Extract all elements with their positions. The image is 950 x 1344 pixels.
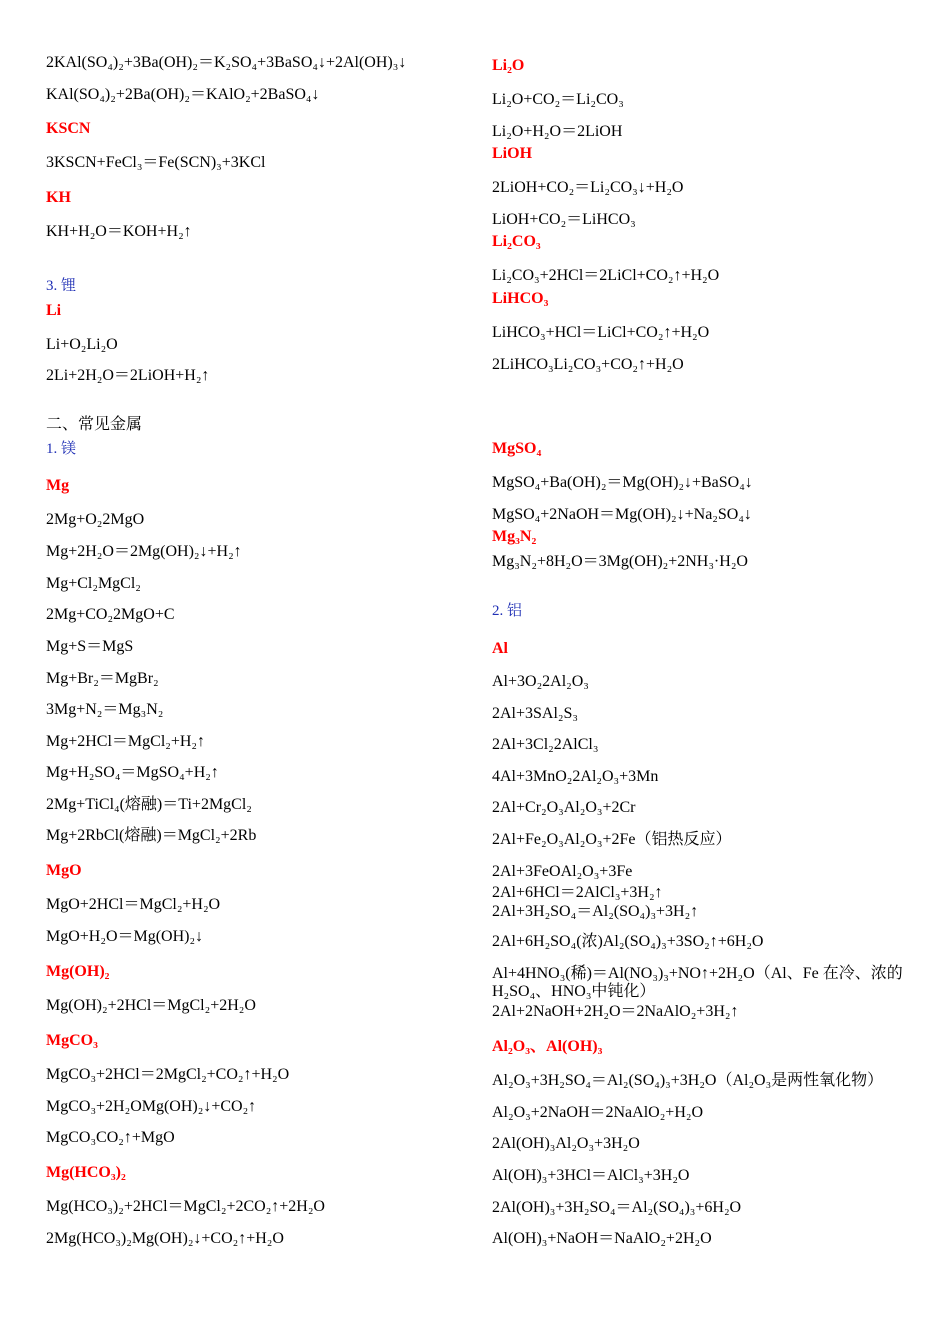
equation: Al₂O₃+2NaOH＝2NaAlO₂+H₂O (492, 1104, 704, 1121)
equation: MgSO₄+Ba(OH)₂＝Mg(OH)₂↓+BaSO₄↓ (492, 474, 753, 491)
heading-kh: KH (46, 189, 71, 206)
equation: LiOH+CO₂＝LiHCO₃ (492, 211, 636, 228)
section-magnesium: 1. 镁 (46, 441, 77, 457)
heading-al: Al (492, 640, 508, 657)
equation: MgCO₃CO₂↑+MgO (46, 1129, 175, 1146)
equation: Mg+Br₂＝MgBr₂ (46, 670, 159, 687)
equation: Mg(HCO₃)₂+2HCl＝MgCl₂+2CO₂↑+2H₂O (46, 1198, 325, 1215)
equation: Li₂O+CO₂＝Li₂CO₃ (492, 91, 624, 108)
equation: KH+H₂O＝KOH+H₂↑ (46, 223, 192, 240)
equation: 2LiOH+CO₂＝Li₂CO₃↓+H₂O (492, 179, 684, 196)
equation: Al(OH)₃+NaOH＝NaAlO₂+2H₂O (492, 1230, 712, 1247)
equation: 2Al+3Cl₂2AlCl₃ (492, 736, 599, 753)
heading-mgso4: MgSO₄ (492, 440, 542, 457)
equation: KAl(SO₄)₂+2Ba(OH)₂＝KAlO₂+2BaSO₄↓ (46, 86, 320, 103)
equation: Al+4HNO₃(稀)＝Al(NO₃)₃+NO↑+2H₂O（Al、Fe 在冷、浓的 H₂SO₄、HNO₃中钝化） (492, 965, 903, 1000)
equation: Al(OH)₃+3HCl＝AlCl₃+3H₂O (492, 1167, 690, 1184)
heading-mghco3: Mg(HCO₃)₂ (46, 1164, 126, 1181)
equation: 2KAl(SO₄)₂+3Ba(OH)₂＝K₂SO₄+3BaSO₄↓+2Al(OH)₃↓ (46, 54, 407, 71)
equation: 3KSCN+FeCl₃＝Fe(SCN)₃+3KCl (46, 154, 266, 171)
equation: 2Li+2H₂O＝2LiOH+H₂↑ (46, 367, 210, 384)
equation: 2Mg+TiCl₄(熔融)＝Ti+2MgCl₂ (46, 796, 252, 813)
equation: Li+O₂Li₂O (46, 336, 118, 353)
section-common-metals: 二、常见金属 (46, 414, 143, 433)
heading-mgco3: MgCO₃ (46, 1032, 98, 1049)
equation: MgCO₃+2H₂OMg(OH)₂↓+CO₂↑ (46, 1098, 257, 1115)
equation: Mg+H₂SO₄＝MgSO₄+H₂↑ (46, 764, 219, 781)
equation: Mg₃N₂+8H₂O＝3Mg(OH)₂+2NH₃·H₂O (492, 553, 748, 570)
heading-lioh: LiOH (492, 145, 533, 162)
equation: Mg+S＝MgS (46, 638, 134, 655)
equation: MgCO₃+2HCl＝2MgCl₂+CO₂↑+H₂O (46, 1066, 290, 1083)
heading-lihco3: LiHCO₃ (492, 290, 549, 307)
heading-kscn: KSCN (46, 120, 91, 137)
equation: 2Al(OH)₃+3H₂SO₄＝Al₂(SO₄)₃+6H₂O (492, 1199, 742, 1216)
equation: Mg+2H₂O＝2Mg(OH)₂↓+H₂↑ (46, 543, 242, 560)
equation: Mg+Cl₂MgCl₂ (46, 575, 141, 592)
equation: 2Al+Fe₂O₃Al₂O₃+2Fe（铝热反应） (492, 831, 732, 848)
equation: Mg+2HCl＝MgCl₂+H₂↑ (46, 733, 206, 750)
equation: Mg+2RbCl(熔融)＝MgCl₂+2Rb (46, 827, 257, 844)
equation: MgO+H₂O＝Mg(OH)₂↓ (46, 928, 204, 945)
section-aluminum: 2. 铝 (492, 603, 523, 619)
equation: 2Mg(HCO₃)₂Mg(OH)₂↓+CO₂↑+H₂O (46, 1230, 284, 1247)
equation: MgSO₄+2NaOH＝Mg(OH)₂↓+Na₂SO₄↓ (492, 506, 752, 523)
equation: 2Mg+CO₂2MgO+C (46, 606, 175, 623)
section-lithium: 3. 锂 (46, 278, 77, 294)
equation: Li₂O+H₂O＝2LiOH (492, 123, 623, 140)
equation: 2Al+3FeOAl₂O₃+3Fe (492, 863, 633, 880)
equation: 3Mg+N₂＝Mg₃N₂ (46, 701, 164, 718)
equation: Al₂O₃+3H₂SO₄＝Al₂(SO₄)₃+3H₂O（Al₂O₃是两性氧化物） (492, 1072, 884, 1089)
heading-mg3n2: Mg₃N₂ (492, 528, 537, 545)
heading-li2o: Li₂O (492, 57, 525, 74)
equation: 2Al+3SAl₂S₃ (492, 705, 578, 722)
heading-mgoh2: Mg(OH)₂ (46, 963, 110, 980)
heading-li: Li (46, 302, 62, 319)
equation: 2LiHCO₃Li₂CO₃+CO₂↑+H₂O (492, 356, 684, 373)
equation: 2Al+3H₂SO₄＝Al₂(SO₄)₃+3H₂↑ (492, 903, 699, 920)
equation: 2Al(OH)₃Al₂O₃+3H₂O (492, 1135, 640, 1152)
heading-li2co3: Li₂CO₃ (492, 233, 541, 250)
heading-mg: Mg (46, 477, 70, 494)
equation: MgO+2HCl＝MgCl₂+H₂O (46, 896, 221, 913)
equation: 2Al+2NaOH+2H₂O＝2NaAlO₂+3H₂↑ (492, 1003, 739, 1020)
equation: Al+3O₂2Al₂O₃ (492, 673, 589, 690)
equation: 2Mg+O₂2MgO (46, 511, 145, 528)
equation: Li₂CO₃+2HCl＝2LiCl+CO₂↑+H₂O (492, 267, 720, 284)
equation: LiHCO₃+HCl＝LiCl+CO₂↑+H₂O (492, 324, 710, 341)
equation: 2Al+6HCl＝2AlCl₃+3H₂↑ (492, 884, 663, 901)
equation: 2Al+6H₂SO₄(浓)Al₂(SO₄)₃+3SO₂↑+6H₂O (492, 933, 764, 950)
heading-mgo: MgO (46, 862, 82, 879)
equation: 2Al+Cr₂O₃Al₂O₃+2Cr (492, 799, 636, 816)
heading-al2o3: Al₂O₃、Al(OH)₃ (492, 1038, 603, 1055)
equation: 4Al+3MnO₂2Al₂O₃+3Mn (492, 768, 659, 785)
equation: Mg(OH)₂+2HCl＝MgCl₂+2H₂O (46, 997, 256, 1014)
